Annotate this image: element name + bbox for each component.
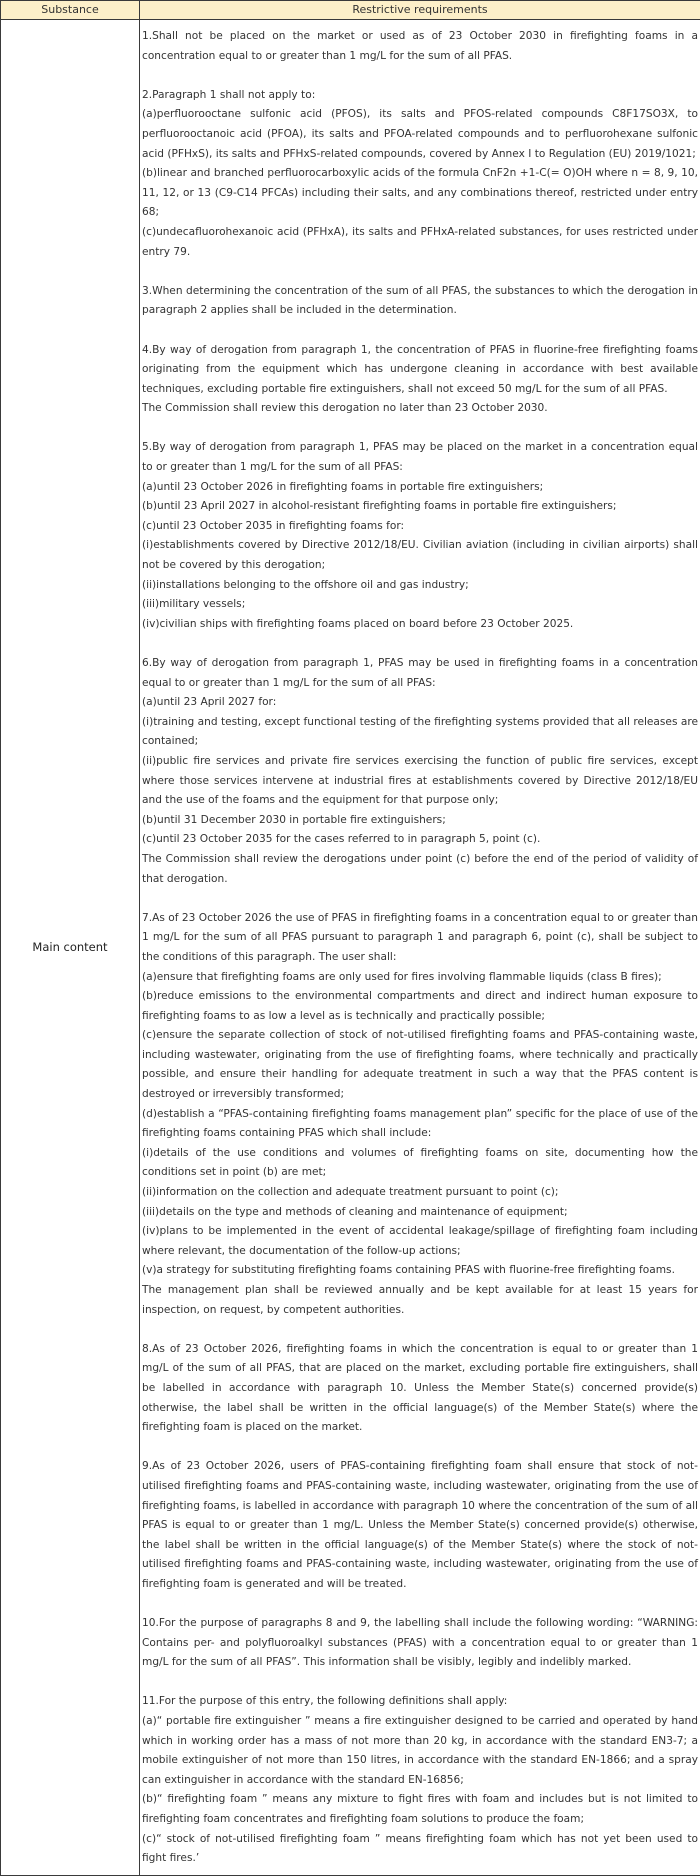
requirement-line: The management plan shall be reviewed annually and be kept available for at least 15 years for inspection, on request, by competent authorities.	[142, 1281, 698, 1320]
requirement-line: (c)“ stock of not-utilised firefighting foam ” means firefighting foam which has not yet been used to fight fires.’	[142, 1830, 698, 1869]
requirement-line: 11.For the purpose of this entry, the following definitions shall apply:	[142, 1692, 698, 1712]
requirement-line: (b)“ firefighting foam ” means any mixture to fight fires with foam and includes but is not limited to firefighting foam concentrates and firefighting foam solutions to produce the foam;	[142, 1790, 698, 1829]
requirement-line: (ii)installations belonging to the offshore oil and gas industry;	[142, 576, 698, 596]
requirement-line: (c)until 23 October 2035 in firefighting foams for:	[142, 517, 698, 537]
requirement-line: (i)establishments covered by Directive 2012/18/EU. Civilian aviation (including in civilian airports) shall not be covered by this derogation;	[142, 536, 698, 575]
requirement-line: 10.For the purpose of paragraphs 8 and 9, the labelling shall include the following wording: “WARNING: Contains per- and polyfluoroalkyl substances (PFAS) with a concentration equal to or greater than 1 mg/L for the sum of all PFAS”. This information shall be visibly, legibly and indelibly marked.	[142, 1614, 698, 1673]
requirement-line: (b)until 23 April 2027 in alcohol-resistant firefighting foams in portable fire extinguishers;	[142, 497, 698, 517]
requirement-paragraph-11	[142, 1692, 698, 1868]
requirement-line: (c)ensure the separate collection of stock of not-utilised firefighting foams and PFAS-containing waste, including wastewater, originating from the use of firefighting foams, where technically and practically possible, and ensure their handling for adequate treatment in such a way that the PFAS content is destroyed or irreversibly transformed;	[142, 1026, 698, 1104]
requirement-line: (ii)information on the collection and adequate treatment pursuant to point (c);	[142, 1183, 698, 1203]
requirement-paragraph-7	[142, 909, 698, 1320]
requirement-line: The Commission shall review the derogations under point (c) before the end of the period of validity of that derogation.	[142, 850, 698, 889]
requirement-line: 6.By way of derogation from paragraph 1, PFAS may be used in firefighting foams in a concentration equal to or greater than 1 mg/L for the sum of all PFAS:	[142, 654, 698, 693]
requirement-line: (b)reduce emissions to the environmental compartments and direct and indirect human exposure to firefighting foams to as low a level as is technically and practically possible;	[142, 987, 698, 1026]
requirement-line: (i)details of the use conditions and volumes of firefighting foams on site, documenting how the conditions set in point (b) are met;	[142, 1144, 698, 1183]
requirement-line: (iii)details on the type and methods of cleaning and maintenance of equipment;	[142, 1203, 698, 1223]
requirements-cell	[140, 20, 700, 1876]
requirement-line: 3.When determining the concentration of the sum of all PFAS, the substances to which the derogation in paragraph 2 applies shall be included in the determination.	[142, 282, 698, 321]
requirement-line: (b)linear and branched perfluorocarboxylic acids of the formula CnF2n +1-C(= O)OH where n = 8, 9, 10, 11, 12, or 13 (C9-C14 PFCAs) including their salts, and any combinations thereof, restricted under entry 68;	[142, 164, 698, 223]
requirement-line: (c)undecafluorohexanoic acid (PFHxA), its salts and PFHxA-related substances, for uses restricted under entry 79.	[142, 223, 698, 262]
requirement-line: (a)“ portable fire extinguisher ” means a fire extinguisher designed to be carried and operated by hand which in working order has a mass of not more than 20 kg, in accordance with the standard EN3-7; a mobile extinguisher of not more than 150 litres, in accordance with the standard EN-1866; and a spray can extinguisher in accordance with the standard EN-16856;	[142, 1712, 698, 1790]
requirements-paragraphs	[142, 27, 698, 1869]
requirement-line: (a)perfluorooctane sulfonic acid (PFOS), its salts and PFOS-related compounds C8F17SO3X, to perfluorooctanoic acid (PFOA), its salts and PFOA-related compounds and to perfluorohexane sulfonic acid (PFHxS), its salts and PFHxS-related compounds, covered by Annex I to Regulation (EU) 2019/1021;	[142, 105, 698, 164]
requirement-line: 5.By way of derogation from paragraph 1, PFAS may be placed on the market in a concentration equal to or greater than 1 mg/L for the sum of all PFAS:	[142, 438, 698, 477]
requirement-line: (c)until 23 October 2035 for the cases referred to in paragraph 5, point (c).	[142, 830, 698, 850]
requirement-line: (a)ensure that firefighting foams are only used for fires involving flammable liquids (class B fires);	[142, 968, 698, 988]
requirement-line: (a)until 23 October 2026 in firefighting foams in portable fire extinguishers;	[142, 478, 698, 498]
requirement-line: 9.As of 23 October 2026, users of PFAS-containing firefighting foam shall ensure that stock of not-utilised firefighting foams and PFAS-containing waste, including wastewater, originating from the use of firefighting foams, is labelled in accordance with paragraph 10 where the concentration of the sum of all PFAS is equal to or greater than 1 mg/L. Unless the Member State(s) concerned provide(s) otherwise, the label shall be written in the official language(s) of the Member State(s) where the stock of not-utilised firefighting foams and PFAS-containing waste, including wastewater, originating from the use of firefighting foam is generated and will be treated.	[142, 1457, 698, 1594]
requirement-paragraph-9	[142, 1457, 698, 1594]
requirement-paragraph-8	[142, 1340, 698, 1438]
requirement-line: (a)until 23 April 2027 for:	[142, 693, 698, 713]
requirement-line: (d)establish a “PFAS-containing firefighting foams management plan” specific for the place of use of the firefighting foams containing PFAS which shall include:	[142, 1105, 698, 1144]
requirement-paragraph-5	[142, 438, 698, 634]
table-row	[1, 20, 700, 1876]
requirement-paragraph-1	[142, 27, 698, 66]
requirement-line: 7.As of 23 October 2026 the use of PFAS in firefighting foams in a concentration equal to or greater than 1 mg/L for the sum of all PFAS pursuant to paragraph 1 and paragraph 6, point (c), shall be subject to the conditions of this paragraph. The user shall:	[142, 909, 698, 968]
requirement-line: (v)a strategy for substituting firefighting foams containing PFAS with fluorine-free firefighting foams.	[142, 1261, 698, 1281]
requirement-line: The Commission shall review this derogation no later than 23 October 2030.	[142, 399, 698, 419]
requirement-paragraph-2	[142, 86, 698, 262]
requirement-line: (iv)plans to be implemented in the event of accidental leakage/spillage of firefighting foam including where relevant, the documentation of the follow-up actions;	[142, 1222, 698, 1261]
header-restrictive-requirements: Restrictive requirements	[140, 1, 700, 20]
requirement-paragraph-6	[142, 654, 698, 889]
requirement-line: (b)until 31 December 2030 in portable fire extinguishers;	[142, 811, 698, 831]
header-substance: Substance	[1, 1, 140, 20]
requirement-line: (i)training and testing, except functional testing of the firefighting systems provided that all releases are contained;	[142, 713, 698, 752]
substance-cell: Main content	[1, 20, 140, 1876]
requirement-paragraph-3	[142, 282, 698, 321]
requirement-line: 2.Paragraph 1 shall not apply to:	[142, 86, 698, 106]
requirement-paragraph-4	[142, 341, 698, 419]
requirement-line: (iv)civilian ships with firefighting foams placed on board before 23 October 2025.	[142, 615, 698, 635]
requirement-line: 8.As of 23 October 2026, firefighting foams in which the concentration is equal to or greater than 1 mg/L of the sum of all PFAS, that are placed on the market, excluding portable fire extinguishers, shall be labelled in accordance with paragraph 10. Unless the Member State(s) concerned provide(s) otherwise, the label shall be written in the official language(s) of the Member State(s) where the firefighting foam is placed on the market.	[142, 1340, 698, 1438]
requirement-line: (ii)public fire services and private fire services exercising the function of public fire services, except where those services intervene at industrial fires at establishments covered by Directive 2012/18/EU and the use of the foams and the equipment for that purpose only;	[142, 752, 698, 811]
requirement-line: 1.Shall not be placed on the market or used as of 23 October 2030 in firefighting foams in a concentration equal to or greater than 1 mg/L for the sum of all PFAS.	[142, 27, 698, 66]
requirement-paragraph-10	[142, 1614, 698, 1673]
requirement-line: 4.By way of derogation from paragraph 1, the concentration of PFAS in fluorine-free firefighting foams originating from the equipment which has undergone cleaning in accordance with best available techniques, excluding portable fire extinguishers, shall not exceed 50 mg/L for the sum of all PFAS.	[142, 341, 698, 400]
requirement-line: (iii)military vessels;	[142, 595, 698, 615]
table-header-row	[1, 1, 700, 20]
